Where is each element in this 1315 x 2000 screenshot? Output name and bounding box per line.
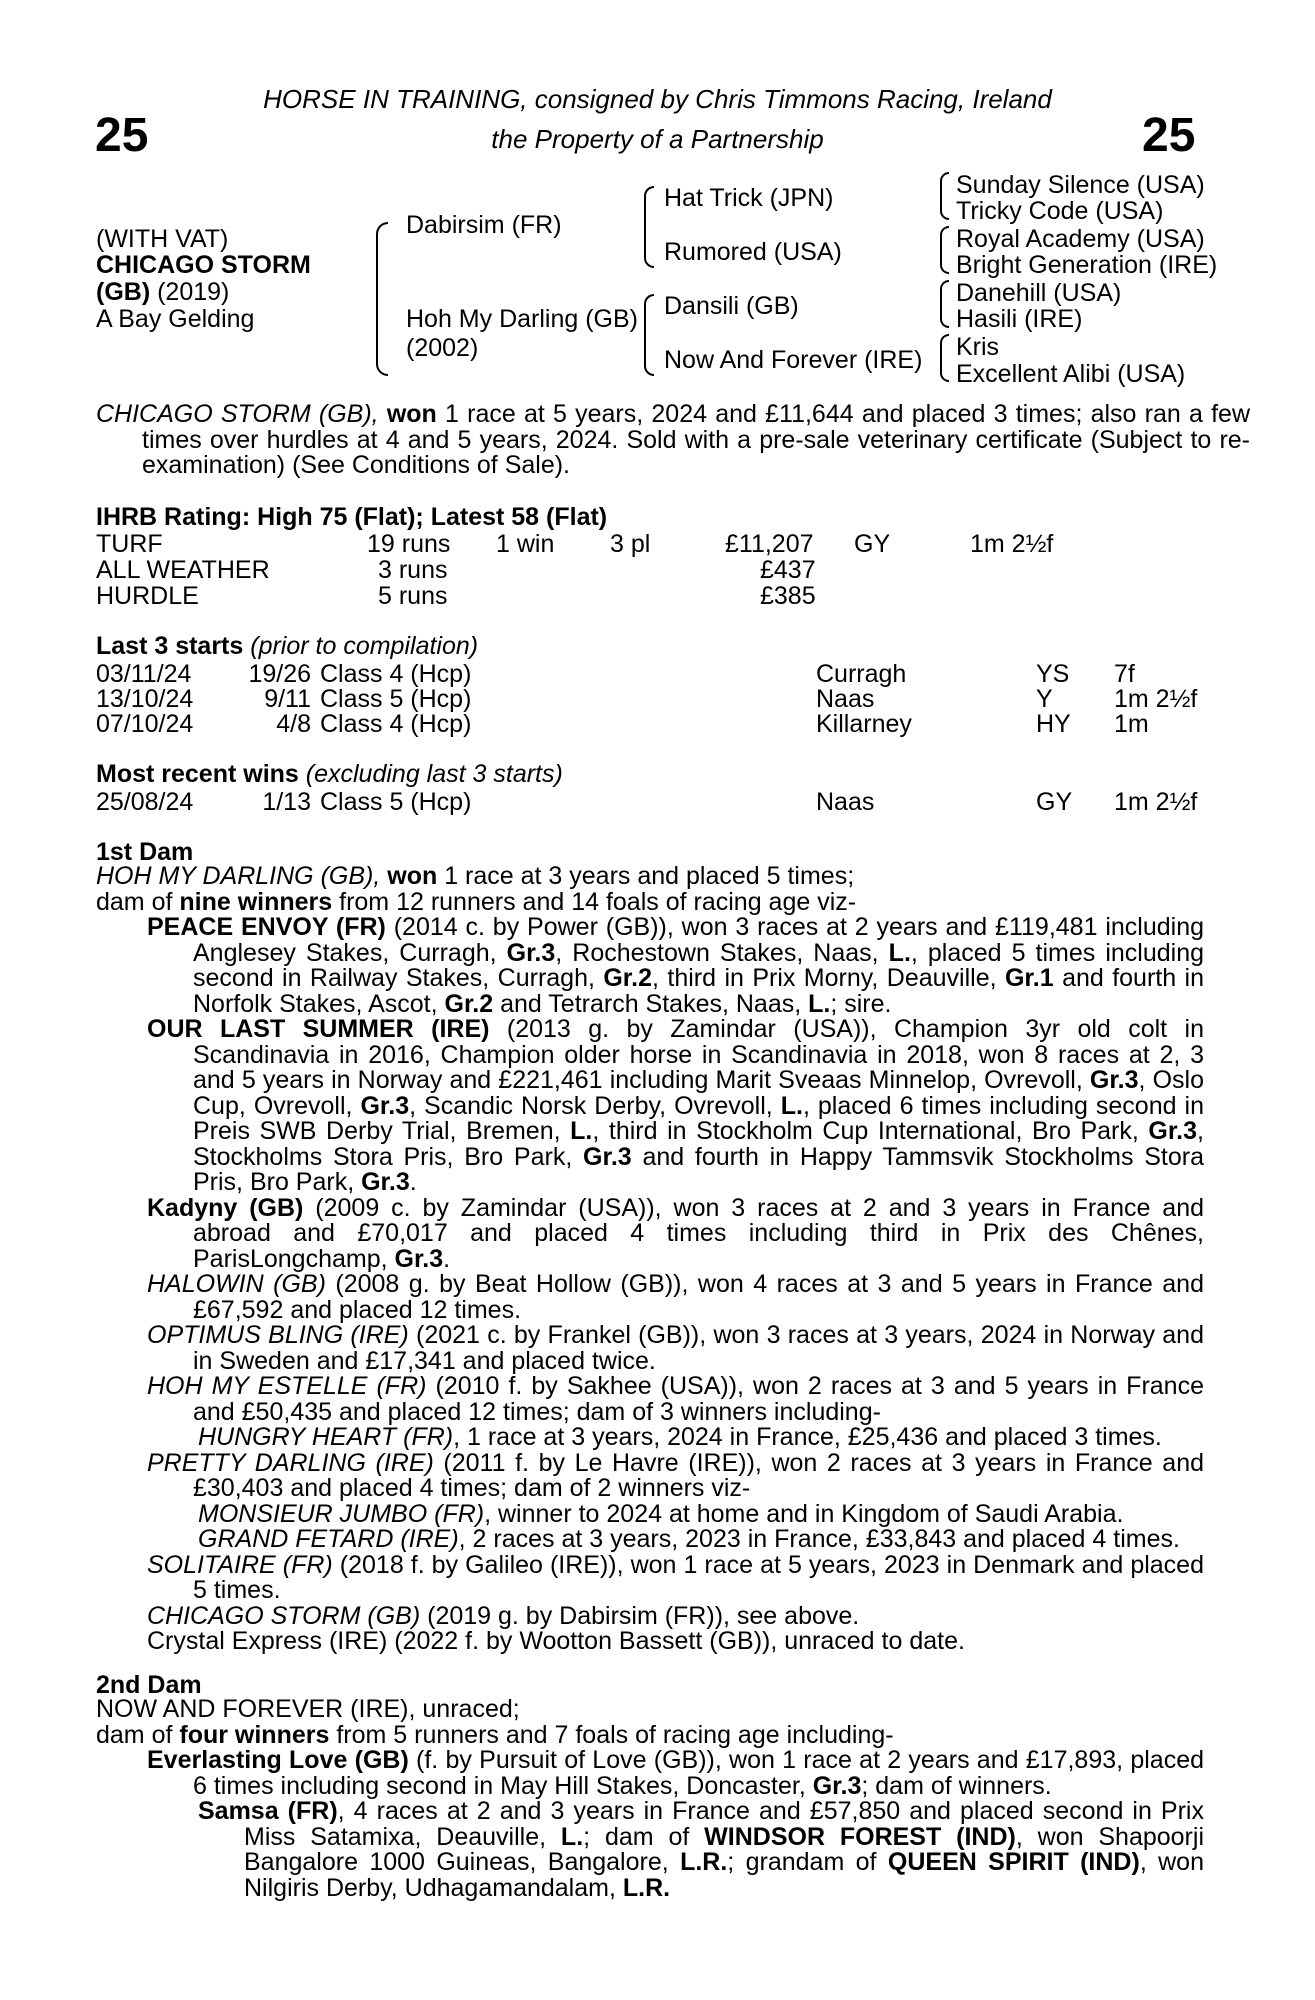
lot-number-left: 25 [95, 109, 149, 162]
recent-wins-heading: Most recent wins (excluding last 3 starts) [96, 760, 563, 788]
pedigree-ggp-6: Hasili (IRE) [956, 305, 1083, 333]
produce-optimus-bling: OPTIMUS BLING (IRE) (2021 c. by Frankel (GB)), won 3 races at 3 years, 2024 in Norway and in Sweden and £17,341 and placed twice. [147, 1321, 1204, 1375]
lot-number-right: 25 [1142, 109, 1196, 162]
consignor-line: HORSE IN TRAINING, consigned by Chris Timmons Racing, Ireland [263, 84, 1052, 114]
pedigree-brace-dam [644, 294, 654, 376]
last-start-row: 07/10/24 4/8 Class 4 (Hcp) Killarney HY 1m [96, 710, 1149, 738]
last-start-row: 03/11/24 19/26 Class 4 (Hcp) Curragh YS 7f [96, 660, 1135, 688]
pedigree-ggp-5: Danehill (USA) [956, 279, 1122, 307]
produce-pretty-darling: PRETTY DARLING (IRE) (2011 f. by Le Havre (IRE)), won 2 races at 3 years in France and £30,403 and placed 4 times; dam of 2 winners viz- [147, 1448, 1204, 1502]
race-summary: CHICAGO STORM (GB), won 1 race at 5 years, 2024 and £11,644 and placed 3 times; also ran a few times over hurdles at 4 and 5 years, 2024. Sold with a pre-sale veterinary certificate (Subject to re-examination) (See Conditions of Sale). [96, 400, 1250, 479]
rating-heading: IHRB Rating: High 75 (Flat); Latest 58 (Flat) [96, 503, 608, 531]
pedigree-brace-sire [644, 186, 654, 268]
grandproduce-hungry-heart: HUNGRY HEART (FR), 1 race at 3 years, 2024 in France, £25,436 and placed 3 times. [198, 1423, 1162, 1451]
pedigree-dam-sire: Dansili (GB) [664, 292, 799, 320]
pedigree-brace-ggp4 [940, 334, 949, 382]
produce-peace-envoy: PEACE ENVOY (FR) (2014 c. by Power (GB)), won 3 races at 2 years and £119,481 including Anglesey Stakes, Curragh, Gr.3, Rochestown Stakes, Naas, L., placed 5 times including second in Railway Stakes, Curragh, Gr.2, third in Prix Morny, Deauville, Gr.1 and fourth in Norfolk Stakes, Ascot, Gr.2 and Tetrarch Stakes, Naas, L.; sire. [147, 913, 1205, 1018]
dam1-intro: HOH MY DARLING (GB), won 1 race at 3 years and placed 5 times; [96, 862, 855, 890]
property-line: the Property of a Partnership [491, 124, 824, 154]
rating-row-allweather: ALL WEATHER 3 runs £437 [96, 556, 816, 584]
pedigree-ggp-1: Sunday Silence (USA) [956, 171, 1205, 199]
pedigree-sire-sire: Hat Trick (JPN) [664, 184, 834, 212]
produce-everlasting-love: Everlasting Love (GB) (f. by Pursuit of Love (GB)), won 1 race at 2 years and £17,893, placed 6 times including second in May Hill Stakes, Doncaster, Gr.3; dam of winners. [147, 1746, 1205, 1800]
last-starts-heading: Last 3 starts (prior to compilation) [96, 632, 479, 660]
produce-our-last-summer: OUR LAST SUMMER (IRE) (2013 g. by Zamindar (USA)), Champion 3yr old colt in Scandinavia in 2016, Champion older horse in Scandinavia in 2018, won 8 races at 2, 3 and 5 years in Norway and £221,461 including Marit Sveaas Minnelop, Ovrevoll, Gr.3, Oslo Cup, Ovrevoll, Gr.3, Scandic Norsk Derby, Ovrevoll, L., placed 6 times including second in Preis SWB Derby Trial, Bremen, L., third in Stockholm Cup International, Bro Park, Gr.3, Stockholms Stora Pris, Bro Park, Gr.3 and fourth in Happy Tammsvik Stockholms Stora Pris, Bro Park, Gr.3. [147, 1015, 1205, 1196]
dam2-intro: NOW AND FOREVER (IRE), unraced; [96, 1695, 520, 1723]
last-start-row: 13/10/24 9/11 Class 5 (Hcp) Naas Y 1m 2½f [96, 685, 1198, 713]
pedigree-ggp-2: Tricky Code (USA) [956, 197, 1164, 225]
grandproduce-grand-fetard: GRAND FETARD (IRE), 2 races at 3 years, 2023 in France, £33,843 and placed 4 times. [198, 1525, 1180, 1553]
pedigree-dam-year: (2002) [406, 334, 479, 362]
dam2-section [96, 1697, 1204, 1901]
pedigree-dam-dam: Now And Forever (IRE) [664, 346, 923, 374]
pedigree-brace-ggp1 [940, 172, 949, 220]
pedigree-ggp-4: Bright Generation (IRE) [956, 251, 1218, 279]
horse-name: CHICAGO STORM [96, 251, 311, 279]
produce-kadyny: Kadyny (GB) (2009 c. by Zamindar (USA)), won 3 races at 2 and 3 years in France and abroad and £70,017 and placed 4 times including third in Prix des Chênes, ParisLongchamp, Gr.3. [147, 1193, 1205, 1273]
produce-hoh-my-estelle: HOH MY ESTELLE (FR) (2010 f. by Sakhee (USA)), won 2 races at 3 and 5 years in France and £50,435 and placed 12 times; dam of 3 winners including- [147, 1372, 1204, 1426]
pedigree-brace-ggp2 [940, 226, 949, 274]
horse-name-suffix: (GB) (2019) [96, 278, 230, 306]
pedigree-sire-dam: Rumored (USA) [664, 238, 842, 266]
produce-crystal-express: Crystal Express (IRE) (2022 f. by Wootton Bassett (GB)), unraced to date. [147, 1627, 965, 1655]
grandproduce-monsieur-jumbo: MONSIEUR JUMBO (FR), winner to 2024 at home and in Kingdom of Saudi Arabia. [198, 1499, 1124, 1528]
pedigree-ggp-7: Kris [956, 333, 1000, 361]
pedigree-sire: Dabirsim (FR) [406, 211, 562, 239]
rating-row-turf: TURF 19 runs 1 win 3 pl £11,207 GY 1m 2½f [96, 530, 1054, 558]
pedigree-brace-ggp3 [940, 280, 949, 328]
horse-description: A Bay Gelding [96, 305, 255, 333]
vat-note: (WITH VAT) [96, 225, 229, 253]
rating-row-hurdle: HURDLE 5 runs £385 [96, 582, 816, 610]
dam1-section [96, 864, 1204, 1655]
pedigree-ggp-3: Royal Academy (USA) [956, 225, 1205, 253]
pedigree-brace-gen1 [376, 222, 388, 376]
dam1-produce-summary: dam of nine winners from 12 runners and 14 foals of racing age viz- [96, 887, 857, 916]
pedigree-dam: Hoh My Darling (GB) [406, 305, 638, 333]
produce-halowin: HALOWIN (GB) (2008 g. by Beat Hollow (GB)), won 4 races at 3 and 5 years in France and £67,592 and placed 12 times. [147, 1270, 1204, 1324]
grandproduce-samsa: Samsa (FR), 4 races at 2 and 3 years in France and £57,850 and placed second in Prix Miss Satamixa, Deauville, L.; dam of WINDSOR FOREST (IND), won Shapoorji Bangalore 1000 Guineas, Bangalore, L.R.; grandam of QUEEN SPIRIT (IND), won Nilgiris Derby, Udhagamandalam, L.R. [198, 1797, 1204, 1902]
recent-win-row: 25/08/24 1/13 Class 5 (Hcp) Naas GY 1m 2½f [96, 788, 1198, 816]
dam2-produce-summary: dam of four winners from 5 runners and 7 foals of racing age including- [96, 1720, 894, 1749]
pedigree-ggp-8: Excellent Alibi (USA) [956, 360, 1186, 388]
produce-solitaire: SOLITAIRE (FR) (2018 f. by Galileo (IRE)), won 1 race at 5 years, 2023 in Denmark and placed 5 times. [147, 1550, 1204, 1604]
dam2-heading: 2nd Dam [96, 1671, 202, 1699]
produce-chicago-storm: CHICAGO STORM (GB) (2019 g. by Dabirsim (FR)), see above. [147, 1601, 860, 1630]
dam1-heading: 1st Dam [96, 838, 194, 866]
